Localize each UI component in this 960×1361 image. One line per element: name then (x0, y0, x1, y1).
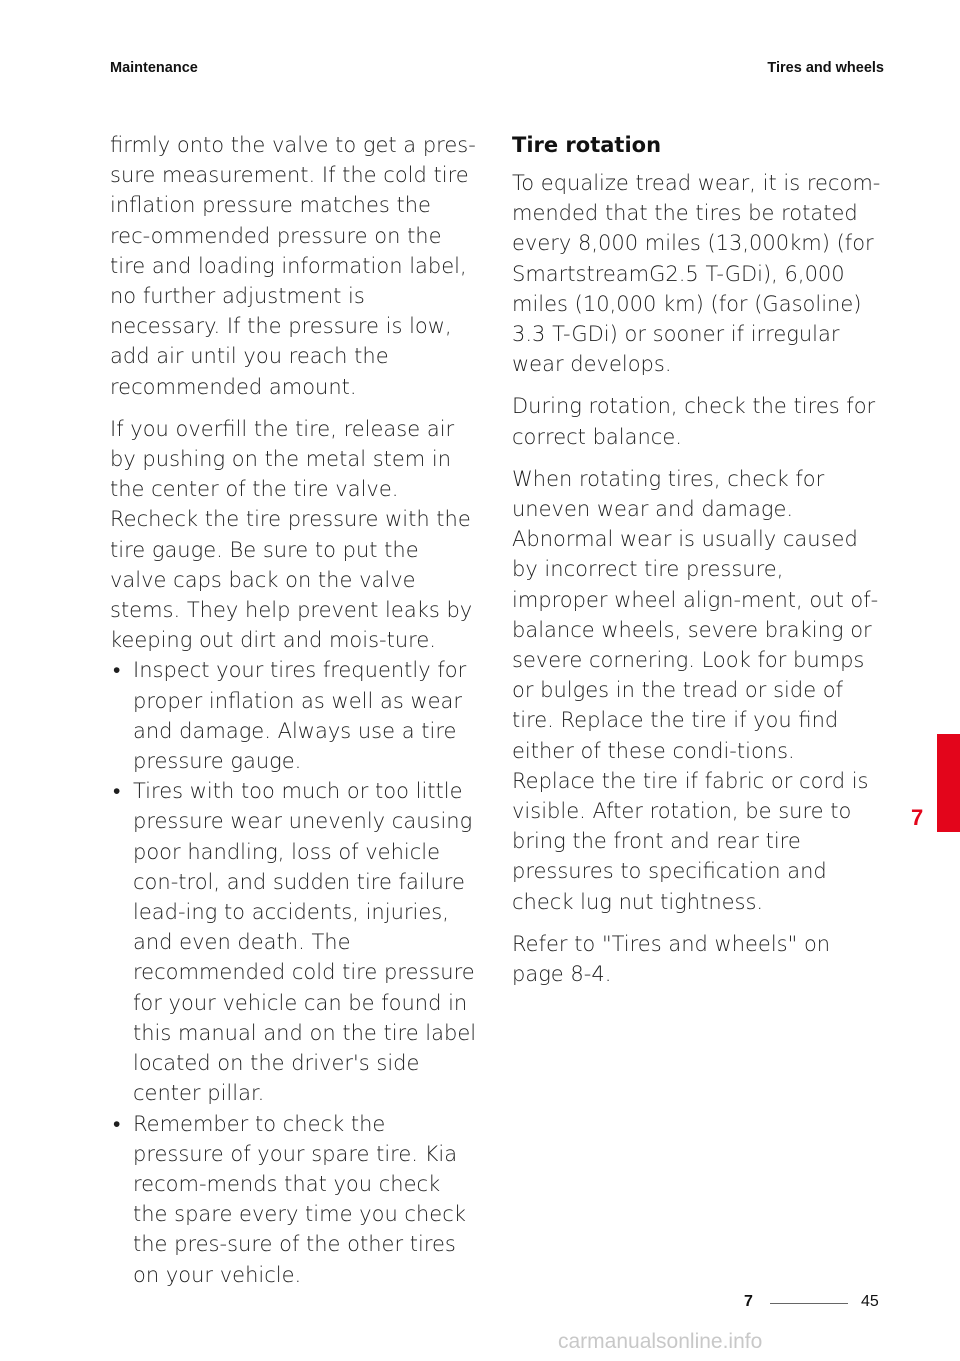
running-header-topic: Tires and wheels (767, 60, 884, 76)
page-number: 45 (861, 1293, 879, 1310)
body-paragraph: During rotation, check the tires for correct balance. (512, 394, 876, 449)
list-item-text: Inspect your tires frequently for proper inflation as well as wear and damage. Always use a tire pressure gauge. (133, 658, 467, 774)
list-item (110, 776, 478, 1108)
chapter-tab (937, 734, 960, 832)
body-paragraph: If you overfill the tire, release air by pushing on the metal stem in the center of the tire valve. Recheck the tire pressure with the tire gauge. Be sure to put the valve caps back on the valve stems. They help prevent leaks by keeping out dirt and mois-ture. (110, 416, 473, 653)
list-item-text: Remember to check the pressure of your spare tire. Kia recom-mends that you check the spare every time you check the pres-sure of the other tires on your vehicle. (133, 1111, 466, 1287)
section-heading: Tire rotation (512, 133, 662, 157)
chapter-tab-number: 7 (911, 805, 924, 830)
bullet-icon: • (113, 658, 121, 683)
right-column (512, 130, 882, 1001)
watermark: carmanualsonline.info (558, 1330, 763, 1353)
list-item-text: Tires with too much or too little pressure wear unevenly causing poor handling, loss of vehicle con-trol, and sudden tire failure lead-ing to accidents, injuries, and even death. The recommended cold tire pressure for your vehicle can be found in this manual and on the tire label located on the driver's side center pillar. (133, 779, 477, 1106)
body-paragraph: To equalize tread wear, it is recom-mended that the tires be rotated every 8,000 miles (13,000km) (for SmartstreamG2.5 T-GDi), 6,000 miles (10,000 km) (for (Gasoline) 3.3 T-GDi) or sooner if irregular wear develops. (512, 171, 881, 377)
footer-divider (770, 1303, 848, 1304)
body-paragraph: When rotating tires, check for uneven wear and damage. Abnormal wear is usually caused by incorrect tire pressure, improper wheel align-ment, out of- balance wheels, severe braking or severe cornering. Look for bumps or bulges in the tread or side of tire. Replace the tire if you find either of these condi-tions. Replace the tire if fabric or cord is visible. After rotation, be sure to bring the front and rear tire pressures to specification and check lug nut tightness. (512, 466, 879, 914)
cross-reference: Refer to "Tires and wheels" on page 8-4. (512, 931, 831, 987)
bullet-list (110, 655, 478, 1289)
list-item (110, 1109, 478, 1290)
footer-chapter-number: 7 (744, 1293, 753, 1310)
bullet-icon: • (113, 1111, 121, 1136)
bullet-icon: • (113, 779, 121, 804)
running-header-section: Maintenance (110, 60, 198, 76)
left-column (110, 130, 478, 1290)
list-item (110, 655, 478, 776)
body-paragraph: firmly onto the valve to get a pres-sure measurement. If the cold tire inflation pressure matches the rec-ommended pressure on the tire and loading information label, no further adjustment is necessary. If the pressure is low, add air until you reach the recommended amount. (110, 133, 476, 399)
